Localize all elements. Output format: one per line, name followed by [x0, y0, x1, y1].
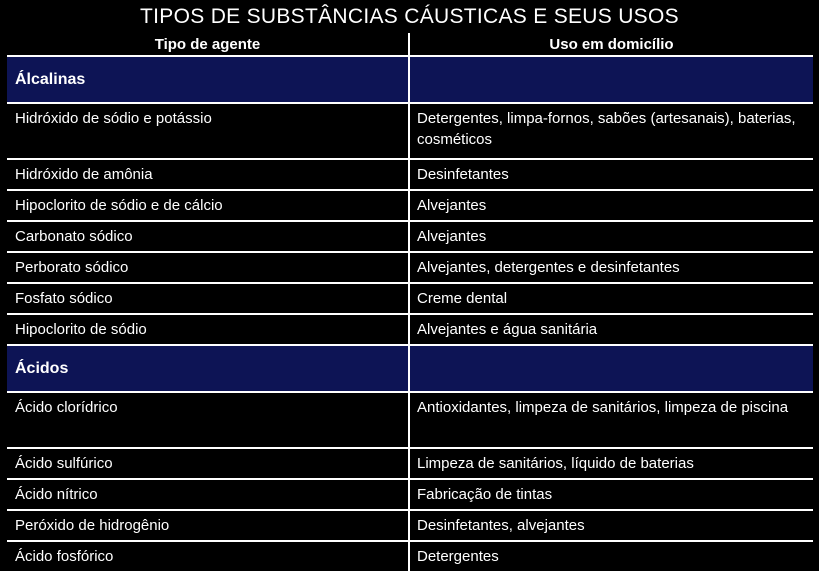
use-cell: Fabricação de tintas [409, 479, 813, 510]
agent-cell: Hipoclorito de sódio [7, 314, 409, 345]
table-row [7, 392, 813, 448]
use-cell: Creme dental [409, 283, 813, 314]
table-row [7, 541, 813, 571]
table-row [7, 221, 813, 252]
use-cell: Antioxidantes, limpeza de sanitários, limpeza de piscina [409, 392, 813, 448]
table-row [7, 283, 813, 314]
agent-cell: Ácido clorídrico [7, 392, 409, 448]
use-cell: Alvejantes, detergentes e desinfetantes [409, 252, 813, 283]
agent-cell: Hipoclorito de sódio e de cálcio [7, 190, 409, 221]
page-title: TIPOS DE SUBSTÂNCIAS CÁUSTICAS E SEUS USOS [140, 5, 679, 28]
agent-cell: Ácido sulfúrico [7, 448, 409, 479]
use-cell: Alvejantes [409, 221, 813, 252]
agent-cell: Perborato sódico [7, 252, 409, 283]
section-header-alkalines [7, 56, 813, 103]
agent-cell: Carbonato sódico [7, 221, 409, 252]
table-header-row [7, 33, 813, 56]
use-cell: Desinfetantes, alvejantes [409, 510, 813, 541]
section-title: Álcalinas [7, 56, 409, 103]
caustic-substances-table [7, 33, 813, 571]
table-row [7, 159, 813, 190]
agent-cell: Hidróxido de amônia [7, 159, 409, 190]
table-row [7, 190, 813, 221]
agent-cell: Hidróxido de sódio e potássio [7, 103, 409, 159]
table-row [7, 103, 813, 159]
use-cell: Limpeza de sanitários, líquido de baterias [409, 448, 813, 479]
agent-cell: Ácido fosfórico [7, 541, 409, 571]
table-row [7, 448, 813, 479]
use-cell: Alvejantes [409, 190, 813, 221]
section-title: Ácidos [7, 345, 409, 392]
table-row [7, 510, 813, 541]
table-row [7, 479, 813, 510]
table-row [7, 314, 813, 345]
agent-cell: Peróxido de hidrogênio [7, 510, 409, 541]
section-header-acids [7, 345, 813, 392]
agent-cell: Fosfato sódico [7, 283, 409, 314]
use-cell: Detergentes [417, 548, 499, 565]
column-header-household-use: Uso em domicílio [549, 35, 674, 53]
use-cell: Desinfetantes [409, 159, 813, 190]
use-cell: Detergentes, limpa-fornos, sabões (artesanais), baterias, cosméticos [409, 103, 813, 159]
table-row [7, 252, 813, 283]
section-empty-cell [409, 345, 813, 392]
section-empty-cell [409, 56, 813, 103]
use-cell: Alvejantes e água sanitária [409, 314, 813, 345]
column-header-agent-type: Tipo de agente [7, 33, 409, 56]
agent-cell: Ácido nítrico [7, 479, 409, 510]
